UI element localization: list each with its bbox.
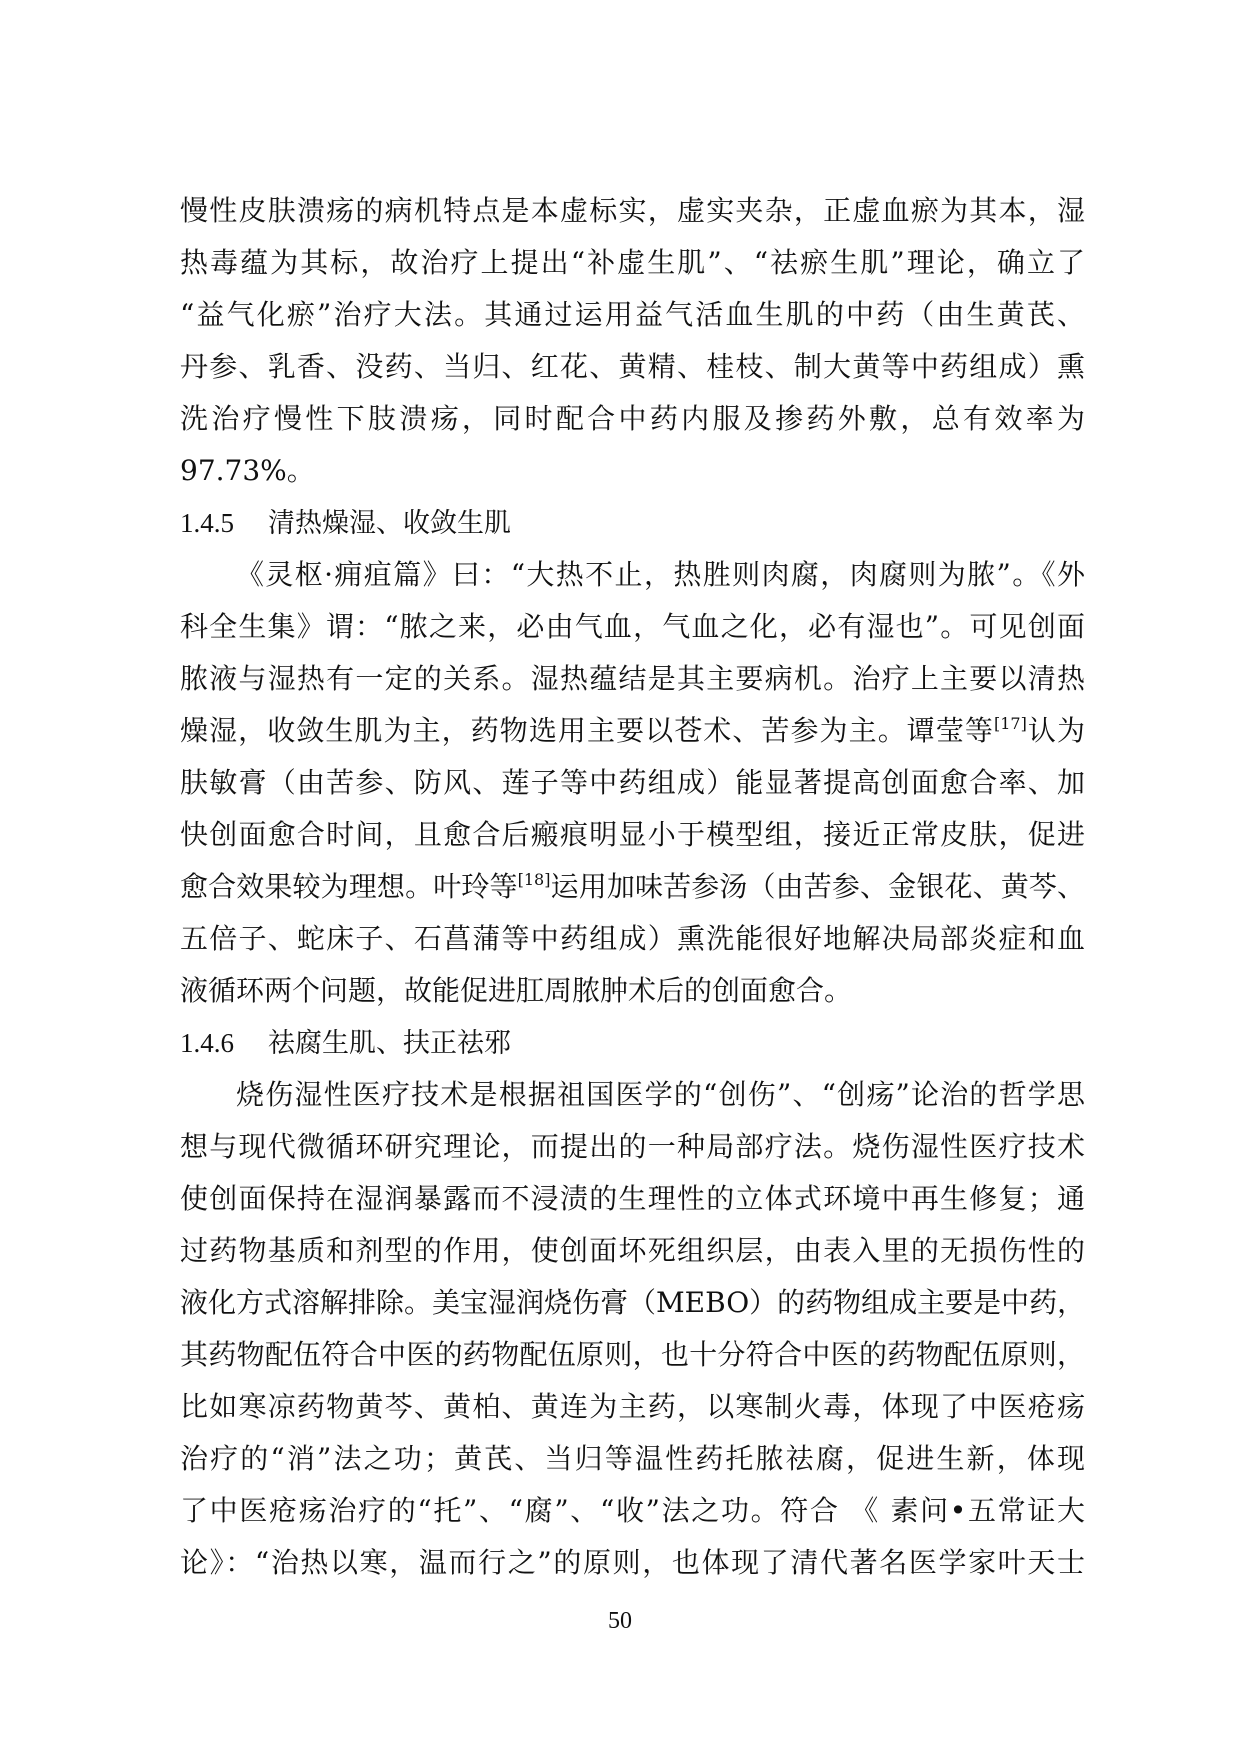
section-heading <box>180 1017 1085 1069</box>
text-line <box>180 705 1085 757</box>
paragraph <box>180 549 1085 1017</box>
text-line: 97.73%。 <box>180 454 315 487</box>
text-line: 《灵枢·痈疽篇》曰：“大热不止，热胜则肉腐，肉腐则为脓”。《外 <box>236 558 1085 591</box>
text-line: 过药物基质和剂型的作用，使创面坏死组织层，由表入里的无损伤性的 <box>180 1234 1085 1267</box>
section-heading <box>180 497 1085 549</box>
text-line: 脓液与湿热有一定的关系。湿热蕴结是其主要病机。治疗上主要以清热 <box>180 662 1085 695</box>
text-line: 五倍子、蛇床子、石菖蒲等中药组成）熏洗能很好地解决局部炎症和血 <box>180 922 1085 955</box>
text-line: 慢性皮肤溃疡的病机特点是本虚标实，虚实夹杂，正虚血瘀为其本，湿 <box>180 194 1085 227</box>
text-line: 快创面愈合时间，且愈合后瘢痕明显小于模型组，接近正常皮肤，促进 <box>180 818 1085 851</box>
text-line: 比如寒凉药物黄芩、黄柏、黄连为主药，以寒制火毒，体现了中医疮疡 <box>180 1390 1085 1423</box>
text-span: 燥湿，收敛生肌为主，药物选用主要以苍术、苦参为主。谭莹等 <box>180 714 994 747</box>
text-line <box>180 861 1085 913</box>
text-line: 使创面保持在湿润暴露而不浸渍的生理性的立体式环境中再生修复；通 <box>180 1182 1085 1215</box>
text-line: 肤敏膏（由苦参、防风、莲子等中药组成）能显著提高创面愈合率、加 <box>180 766 1085 799</box>
document-body <box>180 185 1085 1589</box>
text-line: 论》：“治热以寒，温而行之”的原则，也体现了清代著名医学家叶天士 <box>180 1546 1085 1579</box>
text-line: 液循环两个问题，故能促进肛周脓肿术后的创面愈合。 <box>180 974 853 1007</box>
text-line: 洗治疗慢性下肢溃疡，同时配合中药内服及掺药外敷，总有效率为 <box>180 402 1085 435</box>
text-line: 烧伤湿性医疗技术是根据祖国医学的“创伤”、“创疡”论治的哲学思 <box>236 1078 1085 1111</box>
section-number: 1.4.6 <box>180 1028 234 1058</box>
section-title: 祛腐生肌、扶正祛邪 <box>268 1028 511 1059</box>
page-number: 50 <box>608 1608 632 1634</box>
citation-ref: [18] <box>517 870 551 889</box>
text-line: 了中医疮疡治疗的“托”、“腐”、“收”法之功。符合 《 素问•五常证大 <box>180 1494 1085 1527</box>
section-title: 清热燥湿、收敛生肌 <box>268 508 511 539</box>
text-line: 热毒蕴为其标，故治疗上提出“补虚生肌”、“祛瘀生肌”理论，确立了 <box>180 246 1085 279</box>
text-span: 愈合效果较为理想。叶玲等 <box>180 870 518 903</box>
text-line: “益气化瘀”治疗大法。其通过运用益气活血生肌的中药（由生黄芪、 <box>180 298 1085 331</box>
text-line: 液化方式溶解排除。美宝湿润烧伤膏（MEBO）的药物组成主要是中药， <box>180 1286 1086 1319</box>
text-span: 认为 <box>1026 714 1085 747</box>
paragraph <box>180 185 1085 497</box>
paragraph <box>180 1069 1085 1589</box>
citation-ref: [17] <box>994 714 1027 733</box>
text-line: 治疗的“消”法之功；黄芪、当归等温性药托脓祛腐，促进生新，体现 <box>180 1442 1085 1475</box>
text-span: 运用加味苦参汤（由苦参、金银花、黄芩、 <box>550 870 1085 903</box>
text-line: 丹参、乳香、没药、当归、红花、黄精、桂枝、制大黄等中药组成）熏 <box>180 350 1085 383</box>
text-line: 其药物配伍符合中医的药物配伍原则，也十分符合中医的药物配伍原则， <box>180 1338 1085 1371</box>
text-line: 科全生集》谓：“脓之来，必由气血，气血之化，必有湿也”。可见创面 <box>180 610 1085 643</box>
section-number: 1.4.5 <box>180 508 234 538</box>
text-line: 想与现代微循环研究理论，而提出的一种局部疗法。烧伤湿性医疗技术 <box>180 1130 1085 1163</box>
